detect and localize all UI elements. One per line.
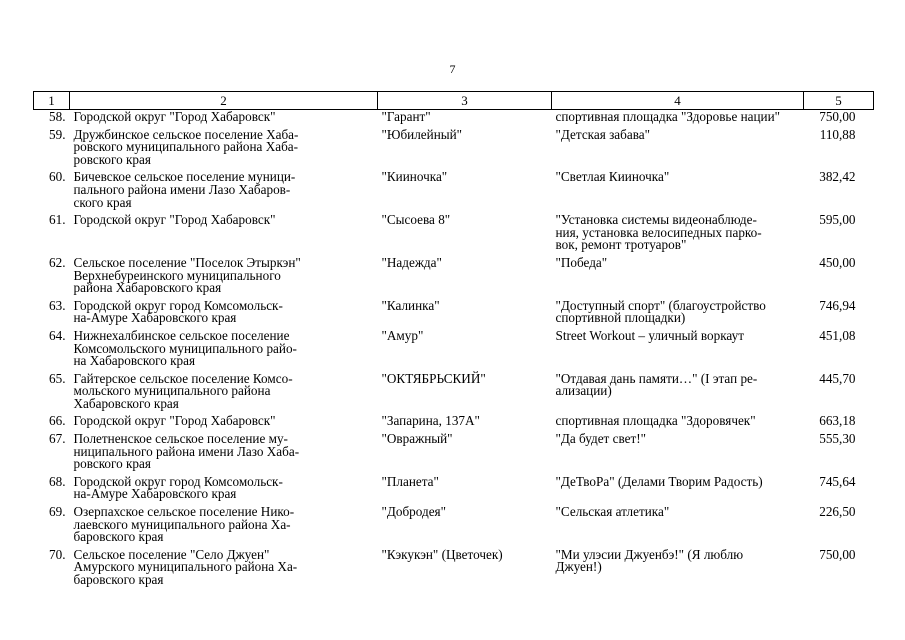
amount-cell: 451,08: [819, 327, 856, 343]
name-cell: "ОКТЯБРЬСКИЙ": [381, 370, 486, 386]
row-number: 59.: [49, 126, 66, 142]
table-body: [34, 110, 874, 591]
name-cell: "Добродея": [381, 504, 447, 520]
amount-cell: 750,00: [819, 546, 856, 562]
municipality-cell: Бичевское сельское поселение муници- пального района имени Лазо Хабаров- ского края: [73, 169, 296, 210]
amount-cell: 663,18: [819, 413, 856, 429]
project-cell: "Отдавая дань памяти…" (I этап ре- ализации): [555, 370, 758, 399]
amount-cell: 450,00: [819, 254, 856, 270]
row-number: 68.: [49, 473, 66, 489]
municipality-cell: Озерпахское сельское поселение Нико- лаевского муниципального района Ха- баровского края: [73, 504, 295, 545]
row-number: 69.: [49, 504, 66, 520]
name-cell: "Надежда": [381, 254, 442, 270]
name-cell: "Юбилейный": [381, 126, 463, 142]
amount-cell: 746,94: [819, 297, 856, 313]
project-cell: "Установка системы видеонаблюде- ния, установка велосипедных парко- вок, ремонт тротуаров": [555, 212, 762, 253]
project-cell: "Победа": [555, 254, 608, 270]
table-row: [34, 110, 874, 128]
amount-cell: 595,00: [819, 212, 856, 228]
amount-cell: 750,00: [819, 109, 856, 124]
row-number: 66.: [49, 413, 66, 429]
project-cell: "Да будет свет!": [555, 431, 647, 447]
table-row: [34, 432, 874, 475]
row-number: 63.: [49, 297, 66, 313]
header-cell-3: 3: [378, 92, 552, 110]
row-number: 67.: [49, 431, 66, 447]
row-number: 70.: [49, 546, 66, 562]
table-row: [34, 170, 874, 213]
project-cell: спортивная площадка "Здоровячек": [555, 413, 756, 429]
row-number: 61.: [49, 212, 66, 228]
name-cell: "Кэкукэн" (Цветочек): [381, 546, 503, 562]
row-number: 58.: [49, 109, 66, 124]
row-number: 65.: [49, 370, 66, 386]
project-cell: "ДеТвоРа" (Делами Творим Радость): [555, 473, 763, 489]
name-cell: "Овражный": [381, 431, 453, 447]
project-cell: "Светлая Кииночка": [555, 169, 670, 185]
municipality-cell: Городской округ город Комсомольск- на-Амуре Хабаровского края: [73, 473, 283, 502]
name-cell: "Кииночка": [381, 169, 448, 185]
municipality-cell: Городской округ "Город Хабаровск": [73, 413, 276, 429]
amount-cell: 445,70: [819, 370, 856, 386]
municipality-cell: Городской округ "Город Хабаровск": [73, 109, 276, 124]
name-cell: "Сысоева 8": [381, 212, 451, 228]
municipality-cell: Сельское поселение "Поселок Этыркэн" Верхнебуреинского муниципального района Хабаровского края: [73, 254, 301, 296]
header-cell-1: 1: [34, 92, 70, 110]
name-cell: "Амур": [381, 327, 424, 343]
header-cell-5: 5: [804, 92, 874, 110]
project-cell: спортивная площадка "Здоровье нации": [555, 109, 781, 124]
amount-cell: 555,30: [819, 431, 856, 447]
project-cell: Street Workout – уличный воркаут: [555, 327, 744, 343]
table-header: [34, 92, 874, 110]
header-cell-2: 2: [70, 92, 378, 110]
row-number: 64.: [49, 327, 66, 343]
table-row: [34, 548, 874, 591]
table-row: [34, 414, 874, 432]
name-cell: "Запарина, 137А": [381, 413, 480, 429]
name-cell: "Планета": [381, 473, 439, 489]
page-number: 7: [449, 62, 456, 76]
table-row: [34, 475, 874, 505]
projects-table: [33, 91, 874, 591]
municipality-cell: Сельское поселение "Село Джуен" Амурского муниципального района Ха- баровского края: [73, 546, 298, 587]
name-cell: "Гарант": [381, 109, 431, 124]
amount-cell: 110,88: [819, 126, 856, 142]
table-row: [34, 372, 874, 415]
table-row: [34, 329, 874, 372]
table-row: [34, 256, 874, 299]
project-cell: "Ми улэсии Джуенбэ!" (Я люблю Джуен!): [555, 546, 744, 575]
amount-cell: 382,42: [819, 169, 856, 185]
municipality-cell: Полетненское сельское поселение му- ниципального района имени Лазо Хаба- ровского края: [73, 431, 300, 472]
municipality-cell: Городской округ "Город Хабаровск": [73, 212, 276, 228]
table-row: [34, 299, 874, 329]
table-row: [34, 128, 874, 171]
project-cell: "Доступный спорт" (благоустройство спортивной площадки): [555, 297, 766, 326]
amount-cell: 226,50: [819, 504, 856, 520]
name-cell: "Калинка": [381, 297, 440, 313]
header-cell-4: 4: [552, 92, 804, 110]
municipality-cell: Нижнехалбинское сельское поселение Комсомольского муниципального райо- на Хабаровского края: [73, 327, 297, 369]
municipality-cell: Дружбинское сельское поселение Хаба- ровского муниципального района Хаба- ровского края: [73, 126, 299, 167]
project-cell: "Сельская атлетика": [555, 504, 670, 520]
municipality-cell: Городской округ город Комсомольск- на-Амуре Хабаровского края: [73, 297, 283, 326]
row-number: 62.: [49, 254, 66, 270]
project-cell: "Детская забава": [555, 126, 651, 142]
table-row: [34, 213, 874, 256]
header-row: [34, 92, 874, 110]
municipality-cell: Гайтерское сельское поселение Комсо- мольского муниципального района Хабаровского края: [73, 370, 293, 411]
amount-cell: 745,64: [819, 473, 856, 489]
table-row: [34, 505, 874, 548]
row-number: 60.: [49, 169, 66, 185]
